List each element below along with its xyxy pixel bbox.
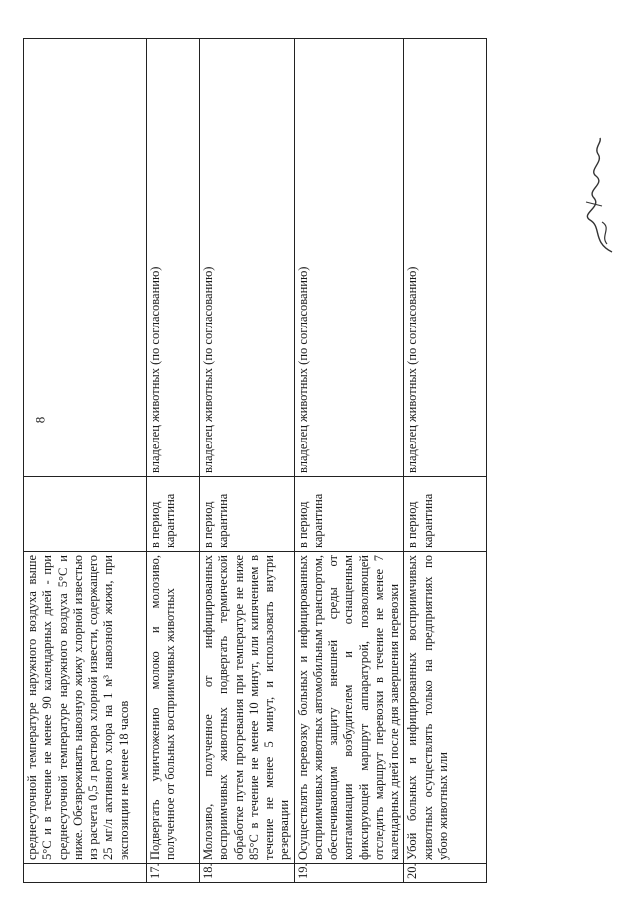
measure-text: Осуществлять перевозку больных и инфицированных восприимчивых животных автомобильным транспортом, обеспечивающим защиту внешней среды от контаминации возбудителем и оснащенным фиксирующей маршрут аппаратурой, позволяющей отследить маршрут перевозки в течение не менее 7 календарных дней после дня завершения перевозки [294, 552, 404, 864]
handwritten-signature [572, 132, 622, 262]
measure-text: Убой больных и инфицированных восприимчивых животных осуществлять только на предприятиях по убою животных или [404, 552, 487, 864]
measure-text: Подвергать уничтожению молоко и молозиво, полученное от больных восприимчивых животных [147, 552, 200, 864]
table-row [404, 39, 487, 883]
measure-responsible: владелец животных (по согласованию) [404, 39, 487, 477]
table-row [147, 39, 200, 883]
measure-responsible: владелец животных (по согласованию) [294, 39, 404, 477]
measure-term: в период карантина [200, 477, 295, 552]
measure-term: в период карантина [294, 477, 404, 552]
measures-table [23, 38, 487, 883]
row-number [24, 864, 147, 883]
measure-responsible: владелец животных (по согласованию) [147, 39, 200, 477]
page-number: 8 [32, 416, 48, 424]
measure-text: среднесуточной температуре наружного воздуха выше 5°С и в течение не менее 90 календарных дней - при среднесуточной температуре наружного воздуха 5°С и ниже. Обезвреживать навозную жижу хлорной известью из расчета 0,5 л раствора хлорной извести, содержащего 25 мг/л активного хлора на 1 м³ навозной жижи, при экспозиции не менее 18 часов [24, 552, 147, 864]
measure-term: в период карантина [147, 477, 200, 552]
table-row [200, 39, 295, 883]
measure-responsible: владелец животных (по согласованию) [200, 39, 295, 477]
measure-term [24, 477, 147, 552]
row-number: 20. [404, 864, 487, 883]
row-number: 19. [294, 864, 404, 883]
row-number: 17. [147, 864, 200, 883]
rotated-document [23, 38, 481, 883]
table-row [24, 39, 147, 883]
measure-responsible [24, 39, 147, 477]
row-number: 18. [200, 864, 295, 883]
measure-text: Молозиво, полученное от инфицированных восприимчивых животных подвергать термической обработке путем прогревания при температуре не ниже 85°С в течение не менее 10 минут, или кипячением в течение не менее 5 минут, и использовать внутри резервации [200, 552, 295, 864]
measure-term: в период карантина [404, 477, 487, 552]
table-row [294, 39, 404, 883]
